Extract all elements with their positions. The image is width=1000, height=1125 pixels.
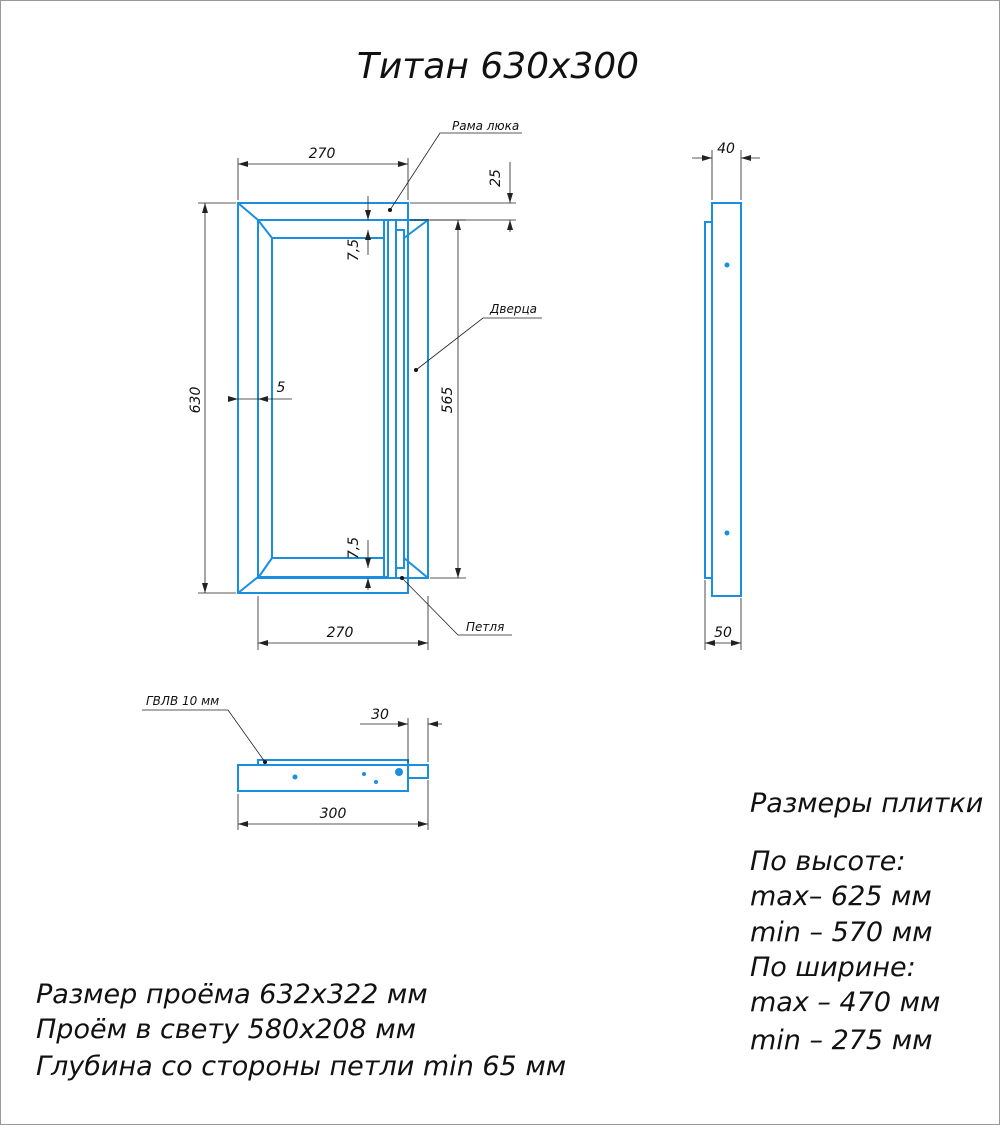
label-door: Дверца bbox=[490, 302, 537, 316]
frame-bevel-line bbox=[238, 203, 258, 220]
door-bevel-line bbox=[258, 220, 272, 238]
tile-width-min: min – 275 мм bbox=[750, 1025, 933, 1056]
side-door-outline bbox=[705, 222, 712, 578]
side-screw bbox=[725, 531, 730, 536]
tile-height-min: min – 570 мм bbox=[750, 917, 933, 948]
hinge-strip-inner bbox=[396, 230, 404, 568]
frame-inner-outline bbox=[258, 220, 388, 577]
frame-outer-outline bbox=[238, 203, 408, 593]
front-view bbox=[188, 119, 542, 650]
tile-width-heading: По ширине: bbox=[750, 952, 916, 983]
label-hinge: Петля bbox=[466, 620, 505, 634]
frame-bevel-line bbox=[238, 577, 258, 593]
dim-top-width-300: 300 bbox=[319, 806, 347, 822]
top-hinge-outline bbox=[408, 765, 428, 778]
label-board: ГВЛВ 10 мм bbox=[146, 694, 220, 708]
door-bevel-line bbox=[258, 558, 272, 578]
dim-frame-offset: 5 bbox=[276, 380, 286, 396]
tile-sizes-block bbox=[750, 788, 983, 1056]
side-view bbox=[692, 141, 760, 650]
hinge-strip bbox=[384, 220, 396, 578]
dim-gap-top: 25 bbox=[488, 169, 504, 187]
tile-height-heading: По высоте: bbox=[750, 846, 906, 877]
dim-height: 630 bbox=[188, 386, 204, 414]
dim-offset-bottom: 7,5 bbox=[346, 536, 362, 560]
side-screw bbox=[725, 263, 730, 268]
opening-depth: Глубина со стороны петли min 65 мм bbox=[36, 1051, 567, 1082]
top-screw bbox=[362, 772, 366, 776]
dim-door-height: 565 bbox=[440, 386, 456, 414]
dim-top-width: 270 bbox=[308, 146, 336, 162]
dim-side-top: 40 bbox=[717, 141, 735, 157]
top-board-outline bbox=[258, 760, 408, 765]
label-frame: Рама люка bbox=[452, 119, 520, 133]
top-screw bbox=[293, 775, 298, 780]
dim-bottom-width: 270 bbox=[326, 625, 354, 641]
dim-top-hinge: 30 bbox=[371, 707, 389, 723]
door-inner-opening bbox=[272, 238, 384, 558]
dim-side-bottom: 50 bbox=[714, 625, 732, 641]
top-view bbox=[142, 694, 442, 830]
drawing-title: Титан 630х300 bbox=[356, 46, 640, 87]
tile-height-max: max– 625 мм bbox=[750, 881, 932, 912]
side-frame-outline bbox=[712, 203, 741, 596]
opening-clear: Проём в свету 580х208 мм bbox=[36, 1014, 417, 1045]
top-screw bbox=[374, 780, 378, 784]
dim-offset-top: 7,5 bbox=[346, 238, 362, 262]
opening-notes bbox=[36, 979, 566, 1082]
tile-width-max: max – 470 мм bbox=[750, 987, 941, 1018]
top-hinge-pin bbox=[395, 768, 403, 776]
tile-heading: Размеры плитки bbox=[750, 788, 984, 819]
opening-size: Размер проёма 632х322 мм bbox=[36, 979, 428, 1010]
top-frame-outline bbox=[238, 765, 408, 791]
